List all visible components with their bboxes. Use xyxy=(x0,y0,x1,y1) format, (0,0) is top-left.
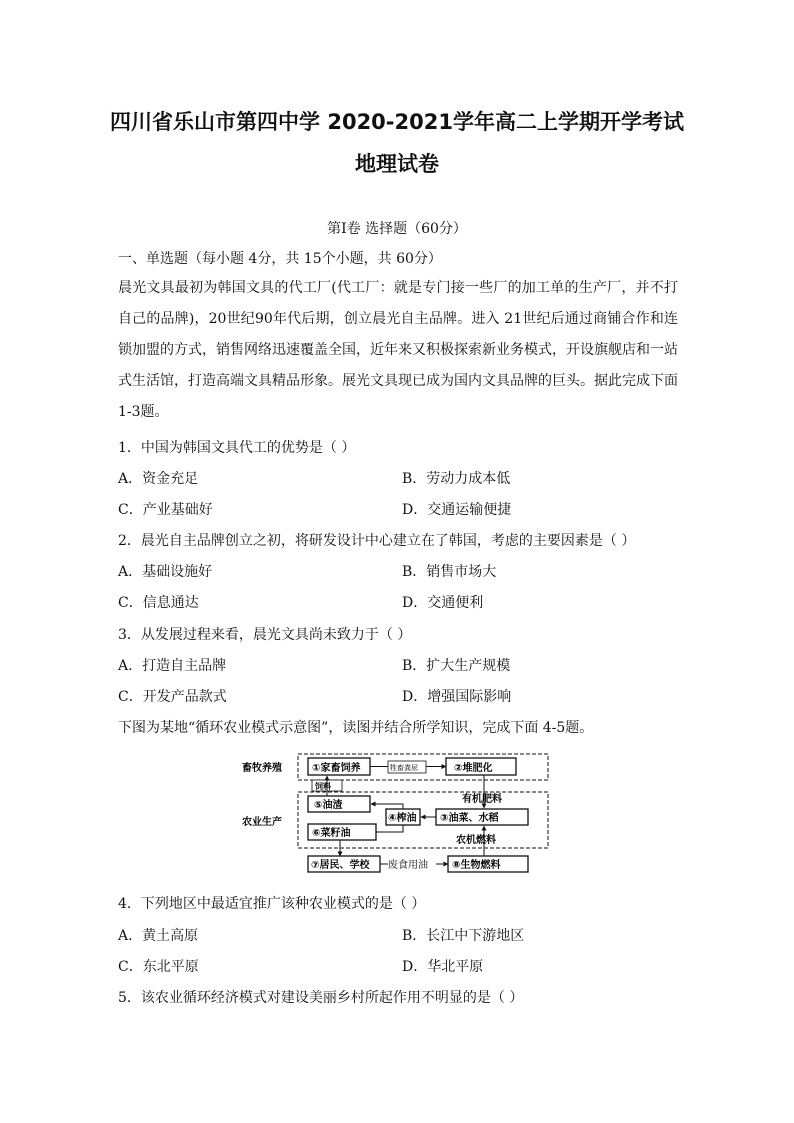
zone-livestock-label: 畜牧养殖 xyxy=(242,763,282,774)
node-1-label: ①家畜饲养 xyxy=(312,763,361,774)
node-3-label: ③油菜、水稻 xyxy=(440,813,499,824)
fuel-label: 农机燃料 xyxy=(456,835,496,846)
question-2-option-b: B．销售市场大 xyxy=(402,564,497,580)
question-1-option-b: B．劳动力成本低 xyxy=(402,471,511,487)
question-2-option-a: A．基础设施好 xyxy=(118,564,213,580)
node-4-label: ④榨油 xyxy=(388,813,417,824)
fertilizer-label: 有机肥料 xyxy=(462,794,502,805)
question-3-stem: 3．从发展过程来看，晨光文具尚未致力于（ ） xyxy=(118,627,412,643)
question-1-option-c: C．产业基础好 xyxy=(118,502,213,518)
node-2-label: ②堆肥化 xyxy=(454,763,493,774)
node-5-label: ⑤油渣 xyxy=(314,800,343,811)
exam-title-line1: 四川省乐山市第四中学 2020-2021学年高二上学期开学考试 xyxy=(110,110,684,134)
question-2-option-d: D．交通便利 xyxy=(402,595,484,611)
section-heading: 第Ⅰ卷 选择题（60分） xyxy=(327,221,467,237)
node-7-label: ⑦居民、学校 xyxy=(311,860,370,871)
question-2-stem: 2．晨光自主品牌创立之初，将研发设计中心建立在了韩国，考虑的主要因素是（ ） xyxy=(118,533,636,549)
question-3-option-c: C．开发产品款式 xyxy=(118,689,227,705)
node-8-label: ⑧生物燃料 xyxy=(452,860,501,871)
question-4-option-c: C．东北平原 xyxy=(118,959,199,975)
node-6-label: ⑥菜籽油 xyxy=(312,828,351,839)
waste-oil-label: 废食用油 xyxy=(388,860,428,871)
manure-label: 牲畜粪尿 xyxy=(390,764,418,772)
question-1-option-a: A．资金充足 xyxy=(118,471,199,487)
question-4-option-a: A．黄土高原 xyxy=(118,928,199,944)
question-3-option-d: D．增强国际影响 xyxy=(402,689,512,705)
question-4-option-b: B．长江中下游地区 xyxy=(402,928,525,944)
question-2-option-c: C．信息通达 xyxy=(118,595,199,611)
zone-agri-label: 农业生产 xyxy=(242,817,282,828)
part-heading: 一、单选题（每小题 4分，共 15个小题，共 60分） xyxy=(118,251,442,267)
passage-1: 晨光文具最初为韩国文具的代工厂(代工厂：就是专门接一些厂的加工单的生产厂，并不打自己的品牌)，20世纪90年代后期，创立晨光自主品牌。进入 21世纪后通过商铺合作和连锁加盟的方式，销售网络迅速覆盖全国，近年来又积极探索新业务模式，开设旗舰店和一站式生活馆，打造高端文具精品形象。展光文具现已成为国内文具品牌的巨头。据此完成下面 1-3题。 xyxy=(118,280,678,420)
question-1-option-d: D．交通运输便捷 xyxy=(402,502,512,518)
passage-2: 下图为某地“循环农业模式示意图”，读图并结合所学知识，完成下面 4-5题。 xyxy=(118,720,594,736)
question-4-stem: 4．下列地区中最适宜推广该种农业模式的是（ ） xyxy=(118,896,426,912)
circular-agriculture-diagram xyxy=(240,752,560,880)
question-1-stem: 1．中国为韩国文具代工的优势是（ ） xyxy=(118,440,356,456)
question-3-option-a: A．打造自主品牌 xyxy=(118,658,227,674)
question-4-option-d: D．华北平原 xyxy=(402,959,484,975)
exam-title-line2: 地理试卷 xyxy=(355,152,439,176)
feed-label: 饲料 xyxy=(315,782,331,791)
arrow-4-to-5 xyxy=(371,804,403,809)
question-3-option-b: B．扩大生产规模 xyxy=(402,658,511,674)
question-5-stem: 5．该农业循环经济模式对建设美丽乡村所起作用不明显的是（ ） xyxy=(118,990,524,1006)
